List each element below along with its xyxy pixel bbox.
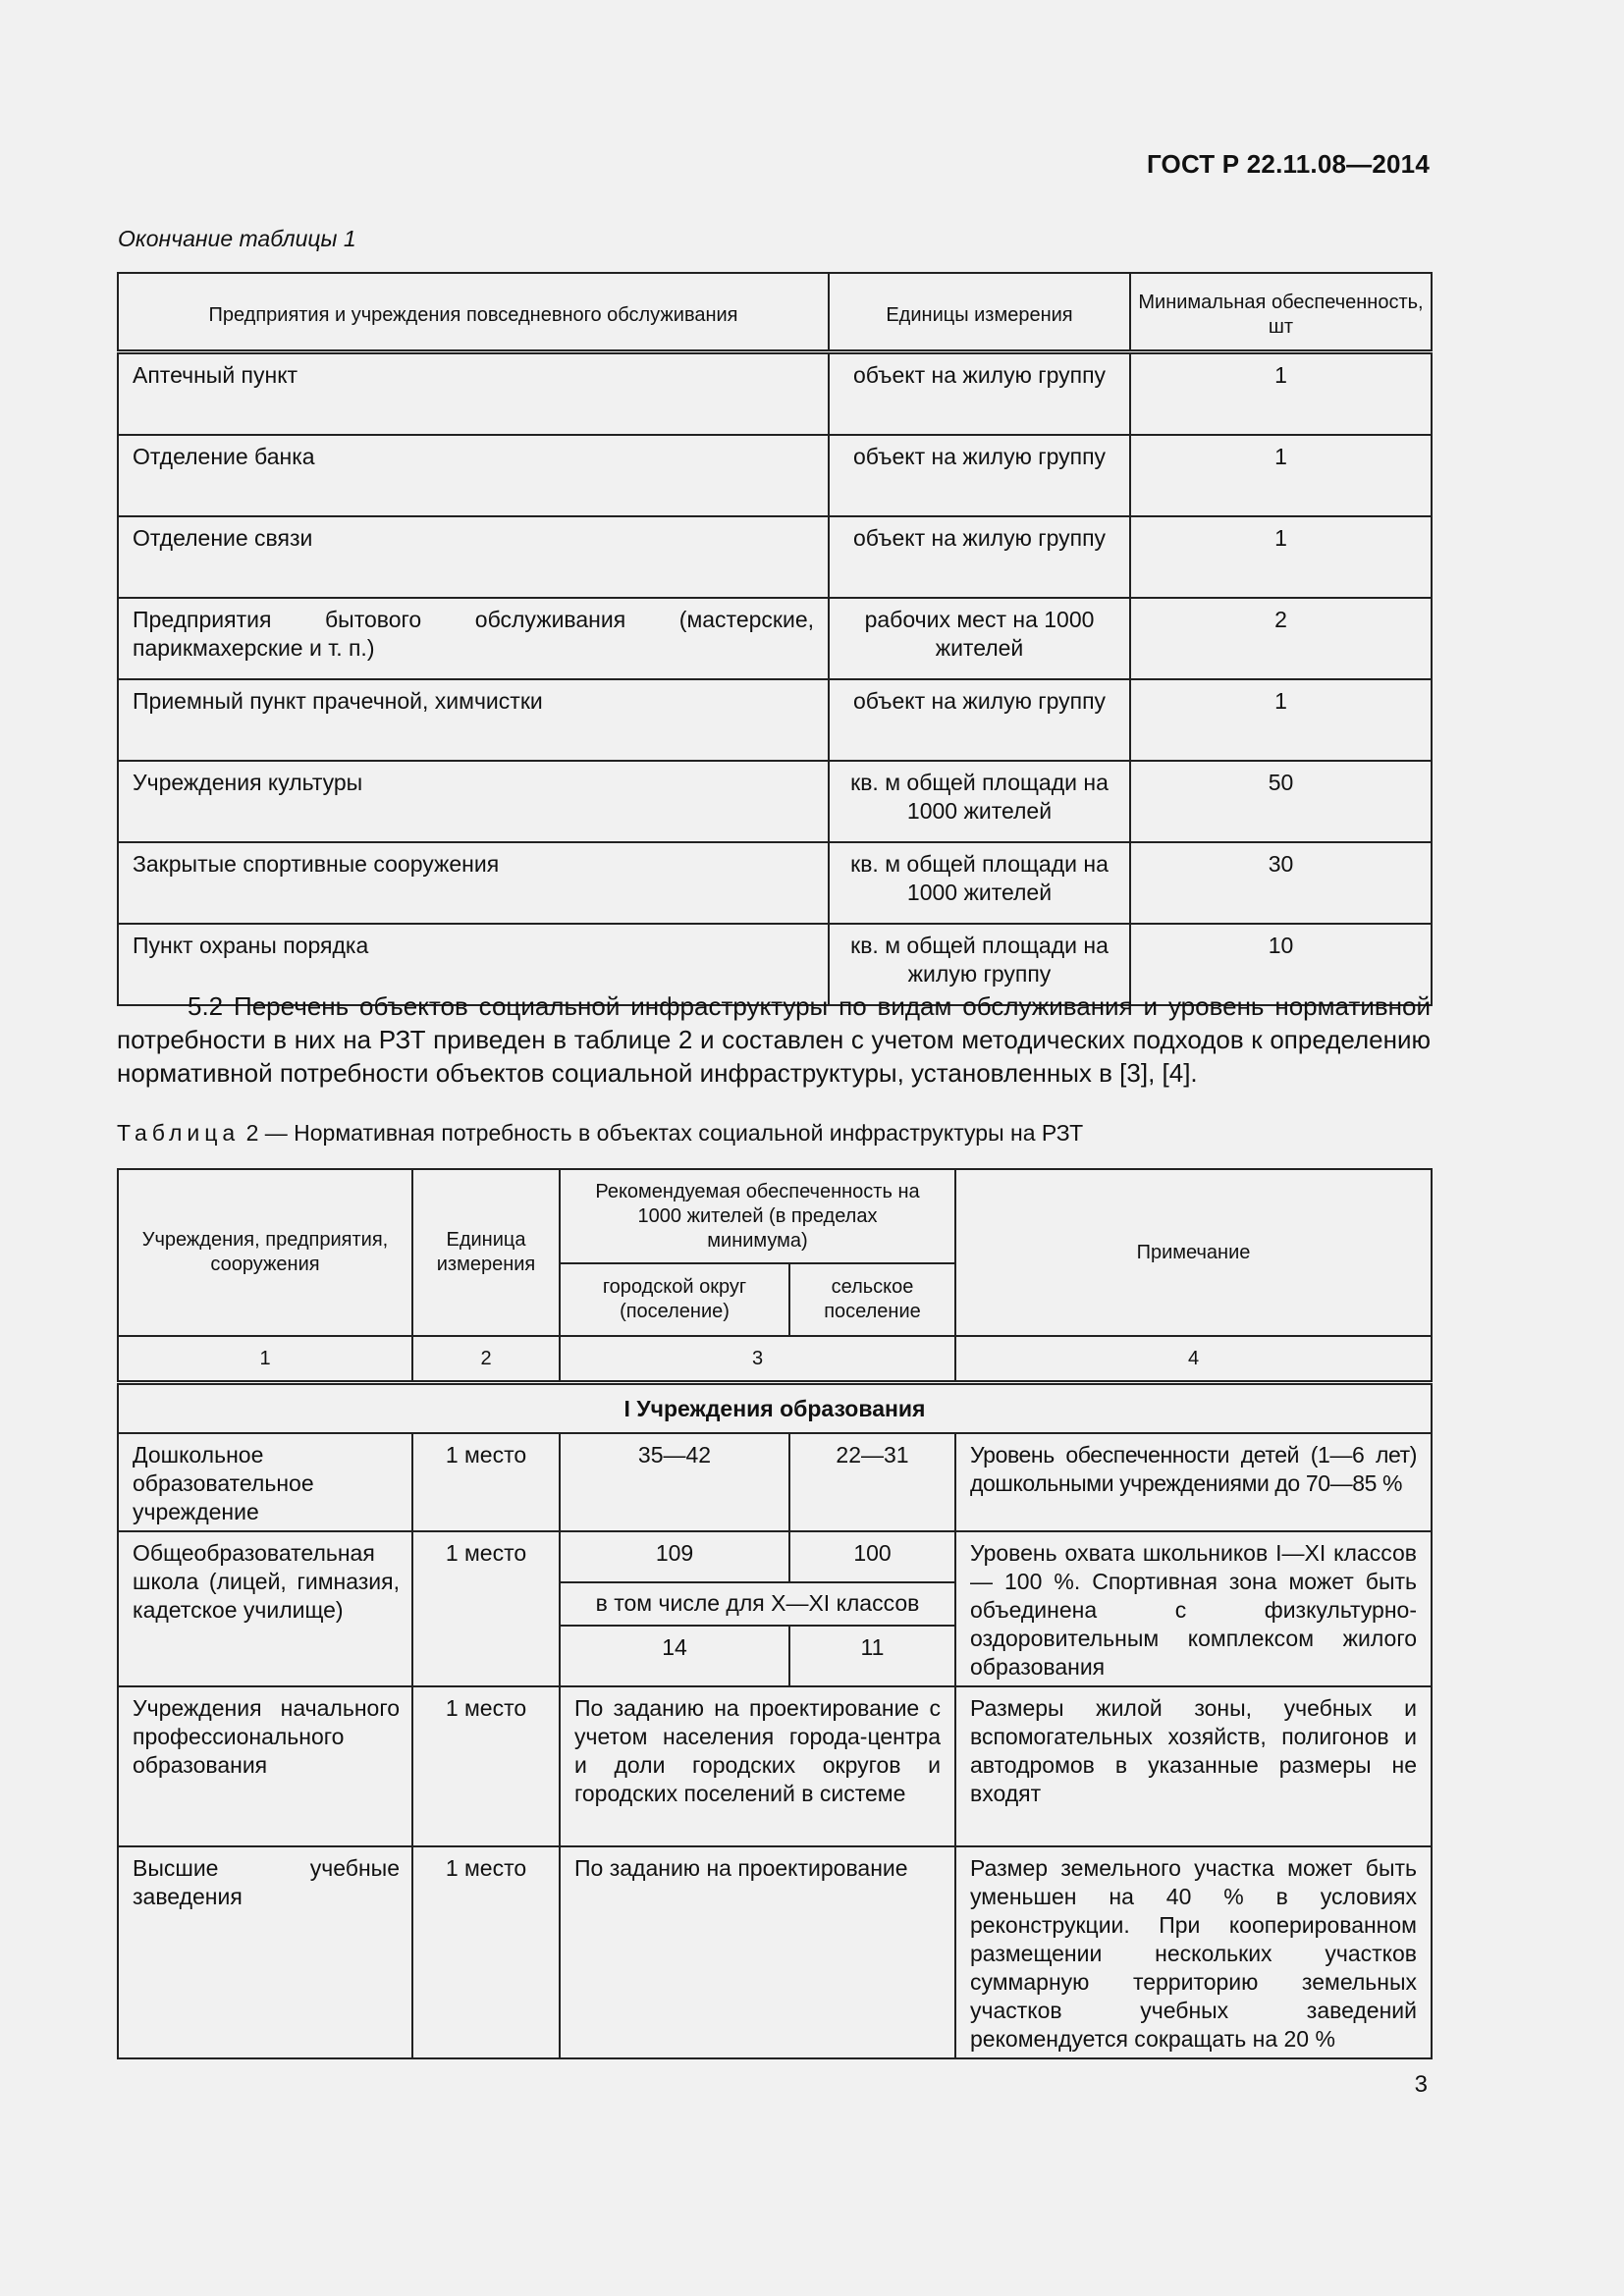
cell-unit: 1 место <box>412 1846 560 2058</box>
column-header: городской округ (поселение) <box>560 1263 789 1336</box>
cell-name: Дошкольное образовательное учреждение <box>118 1433 412 1531</box>
cell-value: 10 <box>1130 924 1432 1005</box>
cell-note: Размеры жилой зоны, учебных и вспомогательных хозяйств, полигонов и автодромов в указанные размеры не входят <box>955 1686 1432 1846</box>
cell-urban: 35—42 <box>560 1433 789 1531</box>
cell-unit: объект на жилую группу <box>829 435 1130 516</box>
table-row <box>118 352 1432 436</box>
table-row <box>118 1531 1432 1582</box>
cell-note: Размер земельного участка может быть уменьшен на 40 % в условиях реконструкции. При кооперированном размещении нескольких участков суммарную территорию земельных участков учебных заведений рекомендуется сокращать на 20 % <box>955 1846 1432 2058</box>
cell-unit: объект на жилую группу <box>829 679 1130 761</box>
cell-unit: 1 место <box>412 1433 560 1531</box>
table-caption-text: 2 — Нормативная потребность в объектах социальной инфраструктуры на РЗТ <box>245 1120 1084 1146</box>
cell-note: Уровень обеспеченности детей (1—6 лет) дошкольными учреждениями до 70—85 % <box>955 1433 1432 1531</box>
cell-name: Приемный пункт прачечной, химчистки <box>118 679 829 761</box>
column-header: Предприятия и учреждения повседневного обслуживания <box>118 273 829 352</box>
table-row <box>118 1846 1432 2058</box>
table-row <box>118 1686 1432 1846</box>
column-header: Примечание <box>955 1169 1432 1336</box>
column-number: 2 <box>412 1336 560 1383</box>
column-number: 1 <box>118 1336 412 1383</box>
section-title: I Учреждения образования <box>118 1383 1432 1434</box>
cell-name: Учреждения начального профессионального образования <box>118 1686 412 1846</box>
column-header: Рекомендуемая обеспеченность на 1000 жителей (в пределах минимума) <box>560 1169 955 1263</box>
cell-unit: 1 место <box>412 1686 560 1846</box>
cell-value: 1 <box>1130 679 1432 761</box>
cell-rural: 22—31 <box>789 1433 955 1531</box>
cell-name: Отделение банка <box>118 435 829 516</box>
cell-unit: кв. м общей площади на 1000 жителей <box>829 842 1130 924</box>
table-caption <box>117 1120 1083 1147</box>
column-header: Учреждения, предприятия, сооружения <box>118 1169 412 1336</box>
cell-name: Высшие учебные заведения <box>118 1846 412 2058</box>
cell-name: Общеобразовательная школа (лицей, гимназия, кадетское училище) <box>118 1531 412 1686</box>
cell-unit: объект на жилую группу <box>829 516 1130 598</box>
cell-unit: рабочих мест на 1000 жителей <box>829 598 1130 679</box>
cell-value: 1 <box>1130 352 1432 436</box>
column-number-row <box>118 1336 1432 1383</box>
page-number: 3 <box>1414 2071 1428 2098</box>
cell-name: Закрытые спортивные сооружения <box>118 842 829 924</box>
column-header: сельское поселение <box>789 1263 955 1336</box>
table-row <box>118 679 1432 761</box>
column-header: Единица измерения <box>412 1169 560 1336</box>
table-row <box>118 1433 1432 1531</box>
table-row <box>118 598 1432 679</box>
table-continuation-label: Окончание таблицы 1 <box>118 226 356 251</box>
paragraph-text: 5.2 Перечень объектов социальной инфраструктуры по видам обслуживания и уровень нормативной потребности в них на РЗТ приведен в таблице 2 и составлен с учетом методических подходов к определению нормативной потребности объектов социальной инфраструктуры, установленных в [3], [4]. <box>117 991 1431 1088</box>
cell-unit: кв. м общей площади на 1000 жителей <box>829 761 1130 842</box>
cell-name: Отделение связи <box>118 516 829 598</box>
cell-unit: кв. м общей площади на жилую группу <box>829 924 1130 1005</box>
cell-rural: 11 <box>789 1626 955 1686</box>
cell-value: 1 <box>1130 516 1432 598</box>
cell-value: 30 <box>1130 842 1432 924</box>
cell-urban: 14 <box>560 1626 789 1686</box>
table-row <box>118 435 1432 516</box>
table-row <box>118 761 1432 842</box>
cell-unit: 1 место <box>412 1531 560 1686</box>
table-header-row <box>118 273 1432 352</box>
document-code: ГОСТ Р 22.11.08—2014 <box>1146 149 1430 179</box>
cell-value: 50 <box>1130 761 1432 842</box>
cell-recommended: По заданию на проектирование <box>560 1846 955 2058</box>
section-row <box>118 1383 1432 1434</box>
cell-value: 1 <box>1130 435 1432 516</box>
column-header: Минимальная обеспеченность, шт <box>1130 273 1432 352</box>
column-header: Единицы измерения <box>829 273 1130 352</box>
cell-sub-label: в том числе для X—XI классов <box>560 1582 955 1627</box>
cell-urban: 109 <box>560 1531 789 1582</box>
table-caption-label: Таблица <box>117 1120 241 1146</box>
services-table <box>117 272 1433 1006</box>
cell-unit: объект на жилую группу <box>829 352 1130 436</box>
cell-value: 2 <box>1130 598 1432 679</box>
cell-name: Аптечный пункт <box>118 352 829 436</box>
cell-recommended: По заданию на проектирование с учетом населения города-центра и доли городских округов и городских поселений в системе <box>560 1686 955 1846</box>
cell-note: Уровень охвата школьников I—XI классов — 100 %. Спортивная зона может быть объединена с физкультурно-оздоровительным комплексом жилого образования <box>955 1531 1432 1686</box>
social-infrastructure-table <box>117 1168 1433 2059</box>
cell-name: Предприятия бытового обслуживания (мастерские, парикмахерские и т. п.) <box>118 598 829 679</box>
cell-name: Пункт охраны порядка <box>118 924 829 1005</box>
body-paragraph <box>117 989 1431 1090</box>
table-row <box>118 842 1432 924</box>
table-header-row <box>118 1169 1432 1263</box>
column-number: 4 <box>955 1336 1432 1383</box>
cell-name: Учреждения культуры <box>118 761 829 842</box>
table-row <box>118 516 1432 598</box>
cell-rural: 100 <box>789 1531 955 1582</box>
column-number: 3 <box>560 1336 955 1383</box>
